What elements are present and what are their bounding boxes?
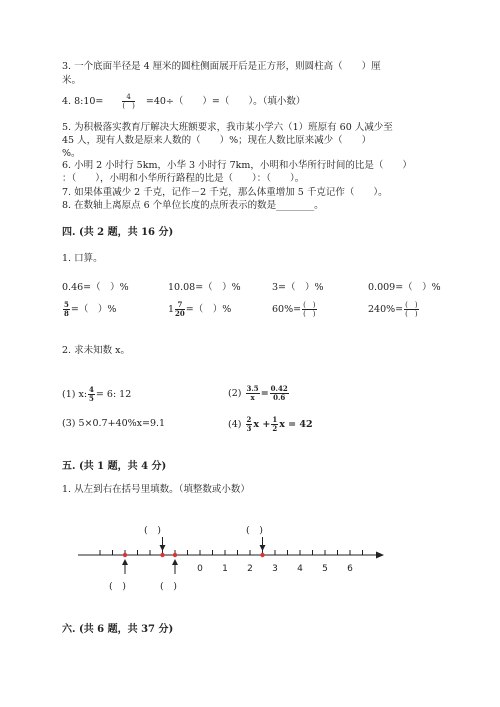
tick-label: 5 [322, 564, 328, 574]
eq-prefix: (4) [228, 419, 242, 430]
frac-num: ( ) [303, 301, 316, 309]
q4-suffix: =40÷（ ）=（ ）。（填小数） [145, 96, 306, 107]
oral-item: 0.009=（ ）% [368, 282, 441, 293]
oral-item: 10.08=（ ）% [168, 282, 241, 293]
marked-point [123, 553, 127, 557]
marked-point [173, 553, 177, 557]
oral-suffix: =（ ）% [185, 304, 232, 315]
oral-suffix: =（ ）% [70, 304, 117, 315]
arrow-head-icon [376, 552, 384, 559]
frac-den: 20 [175, 309, 185, 318]
eq-prefix: (1) x: [62, 389, 88, 400]
q7-line: 7. 如果体重减少 2 千克，记作－2 千克，那么体重增加 5 千克记作（ ）。 [62, 187, 388, 198]
marked-point [260, 553, 264, 557]
frac-num: 5 [64, 300, 69, 309]
tick-label: 2 [247, 564, 253, 574]
mixed-whole: 1 [168, 304, 175, 315]
q6-line2: ：（ ），小明和小华所行路程的比是（ ）：（ ）。 [62, 173, 305, 184]
eq-prefix: (2) [228, 388, 242, 399]
frac-den: 2 [272, 424, 278, 433]
oral-prefix: 240%= [368, 304, 404, 315]
oral-item: 0.46=（ ）% [62, 282, 129, 293]
q6-line1: 6. 小明 2 小时行 5km，小华 3 小时行 7km，小明和小华所行时间的比是（ ） [62, 160, 412, 171]
marked-point [160, 553, 164, 557]
tick-label: 4 [297, 564, 303, 574]
frac-den: 8 [64, 309, 69, 318]
section4-q1-title: 1. 口算。 [62, 253, 103, 264]
frac-den: x [250, 393, 255, 402]
q3-line1: 3. 一个底面半径是 4 厘米的圆柱侧面展开后是正方形，则圆柱高（ ）厘 [62, 61, 381, 72]
tick-label: 3 [272, 564, 278, 574]
q3-line2: 米。 [62, 75, 82, 86]
q5-line1: 5. 为积极落实教育厅解决大班额要求，我市某小学六（1）班原有 60 人减少至 [62, 122, 393, 133]
answer-blank[interactable]: ( ) [144, 525, 161, 536]
frac-num: ( ) [405, 301, 418, 309]
tick-label: 6 [347, 564, 353, 574]
q4-fraction-den: ( ) [122, 102, 135, 110]
frac-num: 0.42 [270, 384, 288, 393]
frac-den: 0.6 [273, 393, 286, 402]
q5-line3: %。 [62, 148, 81, 159]
section4-title: 四. (共 2 题，共 16 分) [62, 227, 174, 238]
oral-item: 3=（ ）% [272, 282, 324, 293]
frac-den: ( ) [303, 310, 316, 318]
eq-suffix: = 6: 12 [95, 389, 132, 400]
frac-num: 1 [272, 415, 278, 424]
tick-label: 1 [222, 564, 228, 574]
arrow-down-icon [260, 545, 266, 551]
q4-prefix: 4. 8:10= [62, 96, 104, 107]
q4-fraction-num: 4 [122, 93, 134, 102]
eq-mid: x + [253, 419, 271, 430]
arrow-up-icon [172, 559, 178, 565]
frac-den: 3 [246, 424, 252, 433]
arrow-up-icon [122, 559, 128, 565]
oral-prefix: 60%= [272, 304, 302, 315]
equation-3: (3) 5×0.7+40%x=9.1 [62, 418, 166, 429]
frac-den: 5 [89, 394, 94, 403]
frac-num: 3.5 [246, 384, 259, 393]
frac-num: 2 [246, 415, 252, 424]
frac-num: 4 [89, 385, 94, 394]
answer-blank[interactable]: ( ) [109, 581, 126, 592]
q5-line2: 45 人，现有人数是原来人数的（ ）%；现在人数比原来减少（ ） [62, 135, 372, 146]
frac-den: ( ) [405, 310, 418, 318]
section5-q1-title: 1. 从左到右在括号里填数。（填整数或小数） [62, 484, 250, 495]
arrow-down-icon [160, 545, 166, 551]
eq-equals: = [260, 388, 269, 399]
q8-line: 8. 在数轴上离原点 6 个单位长度的点所表示的数是________。 [62, 200, 324, 211]
eq-suffix: x = 42 [279, 419, 313, 430]
tick-label: 0 [197, 564, 203, 574]
section6-title: 六. (共 6 题，共 37 分) [62, 624, 174, 635]
section5-title: 五. (共 1 题，共 4 分) [62, 461, 167, 472]
frac-num: 7 [175, 301, 185, 310]
answer-blank[interactable]: ( ) [246, 525, 263, 536]
answer-blank[interactable]: ( ) [160, 581, 177, 592]
section4-q2-title: 2. 求未知数 x。 [62, 345, 130, 356]
